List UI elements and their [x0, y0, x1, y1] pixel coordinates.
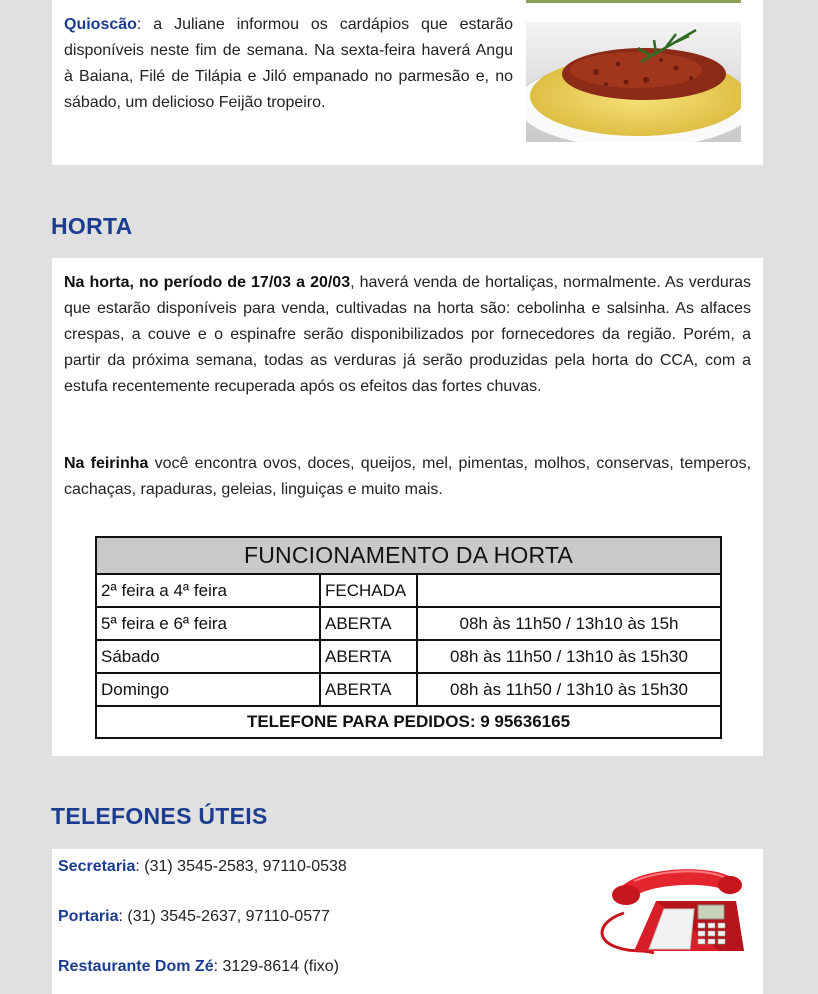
phone-label: Restaurante Dom Zé	[58, 958, 214, 975]
table-row	[96, 607, 721, 640]
horta-p1-bold: Na horta, no período de 17/03 a 20/03	[64, 274, 351, 291]
schedule-days: Sábado	[96, 640, 320, 673]
schedule-hours: 08h às 11h50 / 13h10 às 15h30	[417, 673, 721, 706]
horta-paragraph-1	[64, 270, 751, 400]
table-row	[96, 574, 721, 607]
schedule-footer-row	[96, 706, 721, 738]
schedule-header-row	[96, 537, 721, 574]
schedule-status: ABERTA	[320, 640, 417, 673]
schedule-hours: 08h às 11h50 / 13h10 às 15h30	[417, 640, 721, 673]
phone-label: Portaria	[58, 908, 119, 925]
phone-item-portaria	[58, 908, 330, 926]
schedule-status: ABERTA	[320, 673, 417, 706]
quioscao-label: Quioscão	[64, 16, 137, 33]
schedule-title: FUNCIONAMENTO DA HORTA	[96, 537, 721, 574]
horta-paragraph-2	[64, 451, 751, 503]
red-telephone-icon	[594, 861, 744, 961]
schedule-hours	[417, 574, 721, 607]
horta-card	[52, 258, 763, 756]
phone-value: : (31) 3545-2637, 97110-0577	[118, 908, 330, 925]
quioscao-text: : a Juliane informou os cardápios que estarão disponíveis neste fim de semana. Na sexta-feira haverá Angu à Baiana, Filé de Tilápia e Jiló empanado no parmesão e, no sábado, um delicioso Feijão tropeiro.	[64, 16, 513, 111]
quioscao-paragraph	[64, 12, 513, 116]
table-row	[96, 640, 721, 673]
horta-heading: HORTA	[51, 213, 133, 239]
horta-schedule-table	[95, 536, 722, 739]
phone-item-restaurante	[58, 958, 339, 976]
previous-image-edge	[526, 0, 741, 3]
schedule-status: ABERTA	[320, 607, 417, 640]
telefones-card	[52, 849, 763, 994]
schedule-days: 5ª feira e 6ª feira	[96, 607, 320, 640]
phone-label: Secretaria	[58, 858, 136, 875]
quioscao-card	[52, 0, 763, 165]
horta-p2-text: você encontra ovos, doces, queijos, mel, pimentas, molhos, conservas, temperos, cachaças, rapaduras, geleias, linguiças e muito mais.	[64, 455, 752, 498]
telefones-heading: TELEFONES ÚTEIS	[51, 803, 268, 829]
phone-value: : 3129-8614 (fixo)	[213, 958, 339, 975]
schedule-status: FECHADA	[320, 574, 417, 607]
horta-p1-text: , haverá venda de hortaliças, normalmente. As verduras que estarão disponíveis para venda, cultivadas na horta são: cebolinha e salsinha. As alfaces crespas, a couve e o espinafre serão disponibilizados por fornecedores da região. Porém, a partir da próxima semana, todas as verduras já serão produzidas pela horta do CCA, com a estufa recentemente recuperada após os efeitos das fortes chuvas.	[64, 274, 752, 395]
horta-p2-bold: Na feirinha	[64, 455, 149, 472]
schedule-phone: TELEFONE PARA PEDIDOS: 9 95636165	[96, 706, 721, 738]
phone-value: : (31) 3545-2583, 97110-0538	[135, 858, 347, 875]
phone-item-secretaria	[58, 858, 347, 876]
schedule-days: 2ª feira a 4ª feira	[96, 574, 320, 607]
angu-dish-image	[526, 22, 741, 142]
schedule-hours: 08h às 11h50 / 13h10 às 15h	[417, 607, 721, 640]
table-row	[96, 673, 721, 706]
schedule-days: Domingo	[96, 673, 320, 706]
